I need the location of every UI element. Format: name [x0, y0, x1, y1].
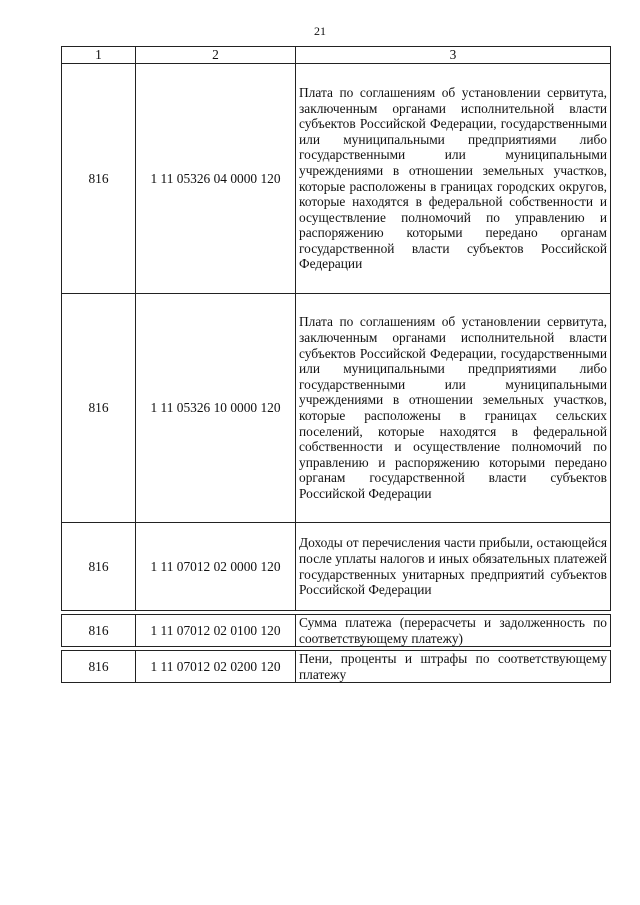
revenue-codes-table: [61, 46, 611, 683]
table-row: [62, 615, 611, 647]
admin-code-cell: 816: [62, 615, 136, 647]
column-header-1: 1: [62, 47, 136, 64]
table-row: [62, 64, 611, 294]
budget-code-cell: 1 11 05326 04 0000 120: [136, 64, 296, 294]
description-cell: Пени, проценты и штрафы по соответствующему платежу: [296, 651, 611, 683]
admin-code-cell: 816: [62, 294, 136, 523]
admin-code-cell: 816: [62, 64, 136, 294]
description-cell: Сумма платежа (перерасчеты и задолженность по соответствующему платежу): [296, 615, 611, 647]
description-cell: Плата по соглашениям об установлении сервитута, заключенным органами исполнительной власти субъектов Российской Федерации, государственными или муниципальными предприятиями либо государственными или муниципальными учреждениями в отношении земельных участков, которые расположены в границах городских округов, которые находятся в федеральной собственности и осуществление полномочий по управлению и распоряжению которыми передано органам государственной власти субъектов Российской Федерации: [296, 64, 611, 294]
admin-code-cell: 816: [62, 523, 136, 611]
budget-code-cell: 1 11 05326 10 0000 120: [136, 294, 296, 523]
budget-code-cell: 1 11 07012 02 0200 120: [136, 651, 296, 683]
table-row: [62, 523, 611, 611]
page-number: 21: [314, 24, 326, 38]
budget-code-cell: 1 11 07012 02 0000 120: [136, 523, 296, 611]
table-row: [62, 294, 611, 523]
column-header-2: 2: [136, 47, 296, 64]
description-cell: Доходы от перечисления части прибыли, остающейся после уплаты налогов и иных обязательных платежей государственных унитарных предприятий субъектов Российской Федерации: [296, 523, 611, 611]
budget-code-cell: 1 11 07012 02 0100 120: [136, 615, 296, 647]
table-header-row: [62, 47, 611, 64]
table-row: [62, 651, 611, 683]
admin-code-cell: 816: [62, 651, 136, 683]
description-cell: Плата по соглашениям об установлении сервитута, заключенным органами исполнительной власти субъектов Российской Федерации, государственными или муниципальными предприятиями либо государственными или муниципальными учреждениями в отношении земельных участков, которые расположены в границах сельских поселений, которые находятся в федеральной собственности и осуществление полномочий по управлению и распоряжению которыми передано органам государственной власти субъектов Российской Федерации: [296, 294, 611, 523]
column-header-3: 3: [296, 47, 611, 64]
